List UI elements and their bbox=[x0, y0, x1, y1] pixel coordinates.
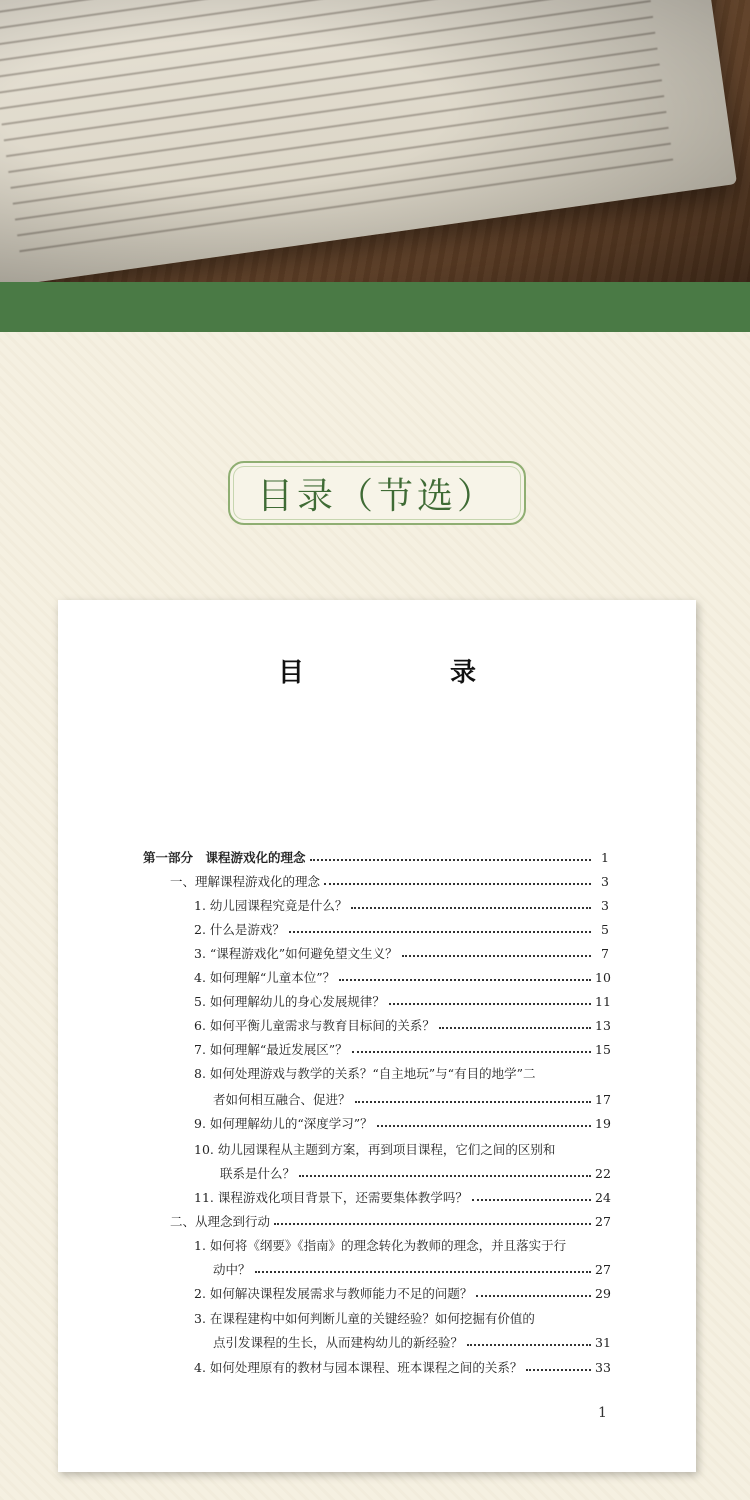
toc-item[interactable] bbox=[194, 1360, 609, 1376]
toc-item[interactable] bbox=[213, 1262, 609, 1278]
toc-entry-label: 4. 如何处理原有的教材与园本课程、班本课程之间的关系？ bbox=[194, 1360, 523, 1375]
page-footer-number: 1 bbox=[598, 1405, 607, 1421]
leader-dots bbox=[310, 859, 591, 861]
toc-item-line1[interactable]: 3. 在课程建构中如何判断儿童的关键经验？如何挖掘有价值的 bbox=[194, 1311, 535, 1326]
leader-dots bbox=[324, 883, 591, 885]
toc-entry-label: 2. 如何解决课程发展需求与教师能力不足的问题？ bbox=[194, 1286, 473, 1301]
section-heading: 目录（节选） bbox=[256, 475, 497, 517]
toc-entry-label: 第一部分 课程游戏化的理念 bbox=[143, 850, 306, 865]
leader-dots bbox=[476, 1295, 591, 1297]
toc-page-number: 19 bbox=[595, 1116, 611, 1131]
toc-page-number: 1 bbox=[601, 850, 609, 865]
toc-item[interactable] bbox=[213, 1092, 609, 1108]
toc-page-number: 27 bbox=[595, 1262, 611, 1277]
toc-entry-label: 点引发课程的生长，从而建构幼儿的新经验？ bbox=[213, 1335, 464, 1350]
toc-page bbox=[58, 600, 696, 1472]
toc-item[interactable] bbox=[194, 1190, 609, 1206]
toc-item[interactable] bbox=[194, 994, 609, 1010]
toc-entry-label: 5. 如何理解幼儿的身心发展规律？ bbox=[194, 994, 385, 1009]
header-photo bbox=[0, 0, 750, 282]
page-title: 目 录 bbox=[277, 658, 536, 688]
toc-page-number: 27 bbox=[595, 1214, 611, 1229]
toc-page-number: 11 bbox=[595, 994, 611, 1009]
toc-page-number: 10 bbox=[595, 970, 611, 985]
toc-item[interactable] bbox=[194, 898, 609, 914]
toc-entry-label: 3. “课程游戏化”如何避免望文生义？ bbox=[194, 946, 398, 961]
toc-page-number: 17 bbox=[595, 1092, 611, 1107]
leader-dots bbox=[255, 1271, 591, 1273]
leader-dots bbox=[352, 1051, 591, 1053]
toc-item[interactable] bbox=[220, 1166, 609, 1182]
toc-item[interactable] bbox=[194, 922, 609, 938]
toc-entry-label: 联系是什么？ bbox=[220, 1166, 296, 1181]
toc-page-number: 31 bbox=[595, 1335, 611, 1350]
green-divider-band bbox=[0, 282, 750, 332]
toc-entry-label: 9. 如何理解幼儿的“深度学习”？ bbox=[194, 1116, 373, 1131]
toc-page-number: 29 bbox=[595, 1286, 611, 1301]
toc-page-number: 22 bbox=[595, 1166, 611, 1181]
toc-section-2[interactable] bbox=[170, 1214, 609, 1230]
leader-dots bbox=[289, 931, 591, 933]
toc-entry-label: 二、从理念到行动 bbox=[170, 1214, 271, 1229]
leader-dots bbox=[526, 1369, 591, 1371]
toc-item[interactable] bbox=[194, 1018, 609, 1034]
leader-dots bbox=[402, 955, 591, 957]
toc-entry-label: 者如何相互融合、促进？ bbox=[213, 1092, 351, 1107]
toc-page-number: 13 bbox=[595, 1018, 611, 1033]
toc-entry-label: 6. 如何平衡儿童需求与教育目标间的关系？ bbox=[194, 1018, 435, 1033]
toc-item[interactable] bbox=[194, 946, 609, 962]
toc-page-number: 15 bbox=[595, 1042, 611, 1057]
toc-section-1[interactable] bbox=[170, 874, 609, 890]
photo-vignette bbox=[0, 0, 750, 282]
leader-dots bbox=[439, 1027, 591, 1029]
leader-dots bbox=[377, 1125, 591, 1127]
toc-item-line1[interactable]: 10. 幼儿园课程从主题到方案，再到项目课程，它们之间的区别和 bbox=[194, 1142, 556, 1157]
leader-dots bbox=[274, 1223, 591, 1225]
leader-dots bbox=[299, 1175, 591, 1177]
table-of-contents bbox=[58, 600, 696, 1472]
leader-dots bbox=[389, 1003, 591, 1005]
toc-entry-label: 2. 什么是游戏？ bbox=[194, 922, 285, 937]
toc-part-1[interactable] bbox=[143, 850, 609, 866]
leader-dots bbox=[467, 1344, 591, 1346]
toc-entry-label: 一、理解课程游戏化的理念 bbox=[170, 874, 321, 889]
leader-dots bbox=[472, 1199, 591, 1201]
toc-item[interactable] bbox=[194, 970, 609, 986]
toc-entry-label: 11. 课程游戏化项目背景下，还需要集体教学吗？ bbox=[194, 1190, 468, 1205]
leader-dots bbox=[351, 907, 591, 909]
toc-entry-label: 1. 幼儿园课程究竟是什么？ bbox=[194, 898, 348, 913]
toc-item-line1[interactable]: 8. 如何处理游戏与教学的关系？“自主地玩”与“有目的地学”二 bbox=[194, 1066, 536, 1081]
toc-page-number: 7 bbox=[601, 946, 609, 961]
toc-page-number: 3 bbox=[601, 874, 609, 889]
toc-item-line1[interactable]: 1. 如何将《纲要》《指南》的理念转化为教师的理念，并且落实于行 bbox=[194, 1238, 567, 1253]
leader-dots bbox=[339, 979, 591, 981]
toc-page-number: 24 bbox=[595, 1190, 611, 1205]
toc-item[interactable] bbox=[213, 1335, 609, 1351]
toc-page-number: 5 bbox=[601, 922, 609, 937]
toc-page-number: 33 bbox=[595, 1360, 611, 1375]
section-heading-badge bbox=[228, 461, 526, 525]
toc-entry-label: 4. 如何理解“儿童本位”？ bbox=[194, 970, 336, 985]
toc-entry-label: 7. 如何理解“最近发展区”？ bbox=[194, 1042, 348, 1057]
toc-entry-label: 动中？ bbox=[213, 1262, 251, 1277]
toc-item[interactable] bbox=[194, 1116, 609, 1132]
toc-page-number: 3 bbox=[601, 898, 609, 913]
toc-item[interactable] bbox=[194, 1042, 609, 1058]
toc-item[interactable] bbox=[194, 1286, 609, 1302]
leader-dots bbox=[355, 1101, 591, 1103]
